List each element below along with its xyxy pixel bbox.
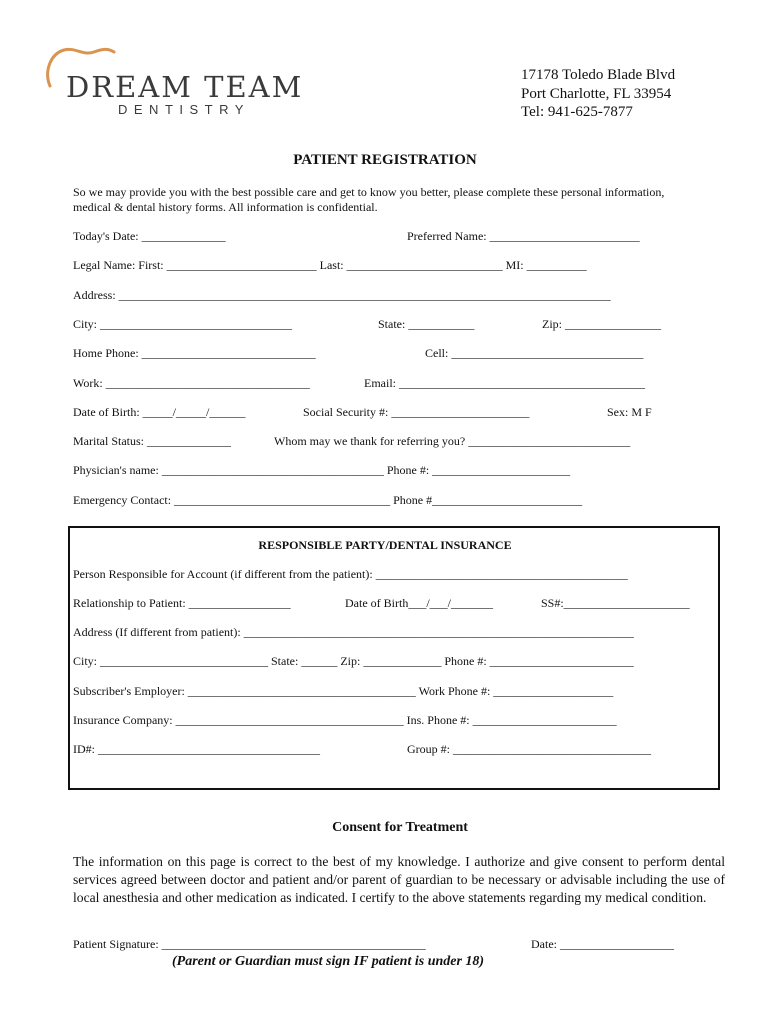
page-title: PATIENT REGISTRATION	[293, 152, 477, 168]
responsible-party-title: RESPONSIBLE PARTY/DENTAL INSURANCE	[258, 538, 512, 552]
sex-field[interactable]: Sex: M F	[607, 405, 652, 419]
preferred-name-field[interactable]: Preferred Name: _________________________	[407, 229, 640, 243]
logo-subtitle: DENTISTRY	[118, 102, 250, 117]
address-city: Port Charlotte, FL 33954	[521, 86, 672, 102]
patient-signature-field[interactable]: Patient Signature: ____________________________________________	[73, 937, 426, 951]
todays-date-field[interactable]: Today's Date: ______________	[73, 229, 226, 243]
intro-text: So we may provide you with the best possible care and get to know you better, please complete these personal information, medical & dental history forms. All information is confidential.	[73, 185, 665, 214]
work-field[interactable]: Work: __________________________________	[73, 376, 310, 390]
home-phone-field[interactable]: Home Phone: _____________________________	[73, 346, 316, 360]
physician-field[interactable]: Physician's name: _____________________________________ Phone #: _______________________	[73, 463, 571, 477]
signature-date-field[interactable]: Date: ___________________	[531, 937, 674, 951]
legal-name-field[interactable]: Legal Name: First: _________________________ Last: __________________________ MI: __________	[73, 258, 587, 272]
insurance-company-field[interactable]: Insurance Company: ______________________________________ Ins. Phone #: ________________________	[73, 713, 617, 727]
cell-field[interactable]: Cell: ________________________________	[425, 346, 644, 360]
guardian-note: (Parent or Guardian must sign IF patient is under 18)	[172, 954, 485, 969]
rp-address-field[interactable]: Address (If different from patient): _________________________________________________________________	[73, 625, 634, 639]
rp-city-line-field[interactable]: City: ____________________________ State: ______ Zip: _____________ Phone #: ________________________	[73, 654, 634, 668]
subscriber-employer-field[interactable]: Subscriber's Employer: ______________________________________ Work Phone #: ____________________	[73, 684, 614, 698]
rp-ssn-field[interactable]: SS#:_____________________	[541, 596, 690, 610]
referral-field[interactable]: Whom may we thank for referring you? ___________________________	[274, 434, 631, 448]
email-field[interactable]: Email: _________________________________________	[364, 376, 645, 390]
marital-status-field[interactable]: Marital Status: ______________	[73, 434, 231, 448]
group-number-field[interactable]: Group #: _________________________________	[407, 742, 651, 756]
consent-text: The information on this page is correct to the best of my knowledge. I authorize and give consent to perform dental services agreed between doctor and patient and/or parent of guardian to be necessary or advisable including the use of local anesthesia and other medication as indicated. I certify to the above statements regarding my medical condition.	[73, 854, 725, 905]
address-street: 17178 Toledo Blade Blvd	[521, 67, 676, 83]
responsible-person-field[interactable]: Person Responsible for Account (if different from the patient): __________________________________________	[73, 567, 628, 581]
address-field[interactable]: Address: __________________________________________________________________________________	[73, 288, 611, 302]
city-field[interactable]: City: ________________________________	[73, 317, 293, 331]
ssn-field[interactable]: Social Security #: _______________________	[303, 405, 530, 419]
zip-field[interactable]: Zip: ________________	[542, 317, 661, 331]
emergency-contact-field[interactable]: Emergency Contact: ____________________________________ Phone #_________________________	[73, 493, 583, 507]
dob-field[interactable]: Date of Birth: _____/_____/______	[73, 405, 246, 419]
state-field[interactable]: State: ___________	[378, 317, 475, 331]
logo-name: DREAM TEAM	[66, 70, 304, 104]
rp-dob-field[interactable]: Date of Birth___/___/_______	[345, 596, 493, 610]
consent-title: Consent for Treatment	[332, 820, 468, 835]
insurance-id-field[interactable]: ID#: _____________________________________	[73, 742, 320, 756]
address-phone: Tel: 941-625-7877	[521, 104, 633, 120]
relationship-field[interactable]: Relationship to Patient: _________________	[73, 596, 291, 610]
